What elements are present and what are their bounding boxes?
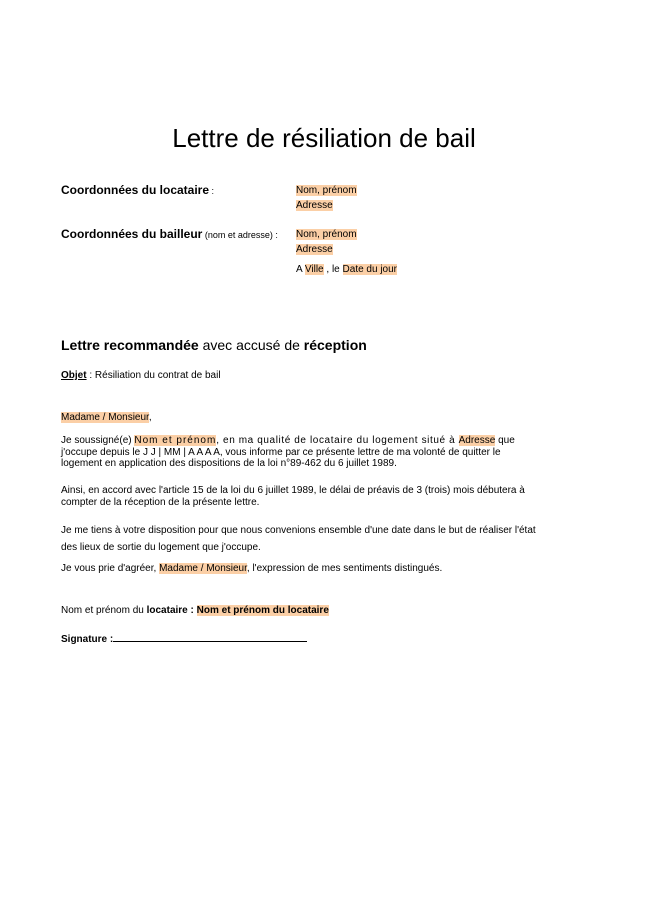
subject-bold-1: Lettre recommandée [61, 337, 199, 353]
tenant-label [61, 183, 214, 197]
signer-colon: : [187, 605, 197, 616]
place-prefix: A [296, 264, 305, 275]
para4-intro: Je vous prie d'agréer, [61, 563, 160, 574]
landlord-label-hint: (nom et adresse) : [202, 230, 278, 240]
para4-name-placeholder[interactable]: Madame / Monsieur [159, 563, 247, 574]
landlord-values [296, 227, 357, 257]
date-placeholder[interactable]: Date du jour [342, 264, 398, 275]
landlord-label-bold: Coordonnées du bailleur [61, 227, 203, 241]
tenant-address-placeholder[interactable]: Adresse [296, 200, 333, 211]
tenant-values [296, 183, 357, 213]
para1-rest: que j'occupe depuis le J J | MM | A A A A, vous informe par ce présente lettre de ma volonté de quitter le logement en application des dispositions de la loi n°89-462 du 6 juillet 1989. [61, 435, 515, 469]
objet-label: Objet [61, 370, 87, 381]
salutation-comma: , [148, 412, 152, 423]
landlord-name-placeholder[interactable]: Nom, prénom [296, 229, 357, 240]
subject-normal: avec accusé de [198, 337, 304, 353]
objet-text: Résiliation du contrat de bail [94, 370, 221, 381]
tenant-label-colon: : [209, 186, 215, 196]
letter-subject-heading [61, 337, 367, 353]
signer-prefix: Nom et prénom du [61, 605, 147, 616]
para1-middle: , en ma qualité de locataire du logement situé à [216, 435, 459, 446]
landlord-address-placeholder[interactable]: Adresse [296, 244, 333, 255]
objet-line [61, 370, 221, 381]
para1-address-placeholder[interactable]: Adresse [458, 435, 496, 446]
place-date-line [296, 262, 397, 277]
signature-label: Signature : [61, 634, 114, 645]
salutation [61, 412, 551, 424]
para1-name-placeholder[interactable]: Nom et prénom [134, 435, 217, 446]
signature-line [61, 632, 551, 646]
para4-rest: , l'expression de mes sentiments distingués. [246, 563, 443, 574]
subject-bold-2: réception [303, 337, 367, 353]
signer-bold: locataire [146, 605, 188, 616]
paragraph-2: Ainsi, en accord avec l'article 15 de la loi du 6 juillet 1989, le délai de préavis de 3 (trois) mois débutera à compter de la réception de la présente lettre. [61, 485, 525, 508]
objet-colon: : [86, 370, 95, 381]
paragraph-3: Je me tiens à votre disposition pour que nous convenions ensemble d'une date dans le but de réaliser l'état des lieux de sortie du logement que j'occupe. [61, 525, 536, 553]
tenant-label-bold: Coordonnées du locataire [61, 183, 210, 197]
city-placeholder[interactable]: Ville [304, 264, 324, 275]
document-title: Lettre de résiliation de bail [172, 123, 476, 153]
salutation-name-placeholder[interactable]: Madame / Monsieur [61, 412, 149, 423]
landlord-label [61, 227, 278, 241]
tenant-name-placeholder[interactable]: Nom, prénom [296, 185, 357, 196]
signer-line [61, 605, 551, 617]
paragraph-1 [61, 435, 529, 470]
paragraph-4 [61, 563, 551, 575]
para1-intro: Je soussigné(e) [61, 435, 135, 446]
place-date-separator: , le [323, 264, 343, 275]
signature-field[interactable] [113, 632, 307, 642]
signer-name-placeholder[interactable]: Nom et prénom du locataire [196, 605, 329, 616]
